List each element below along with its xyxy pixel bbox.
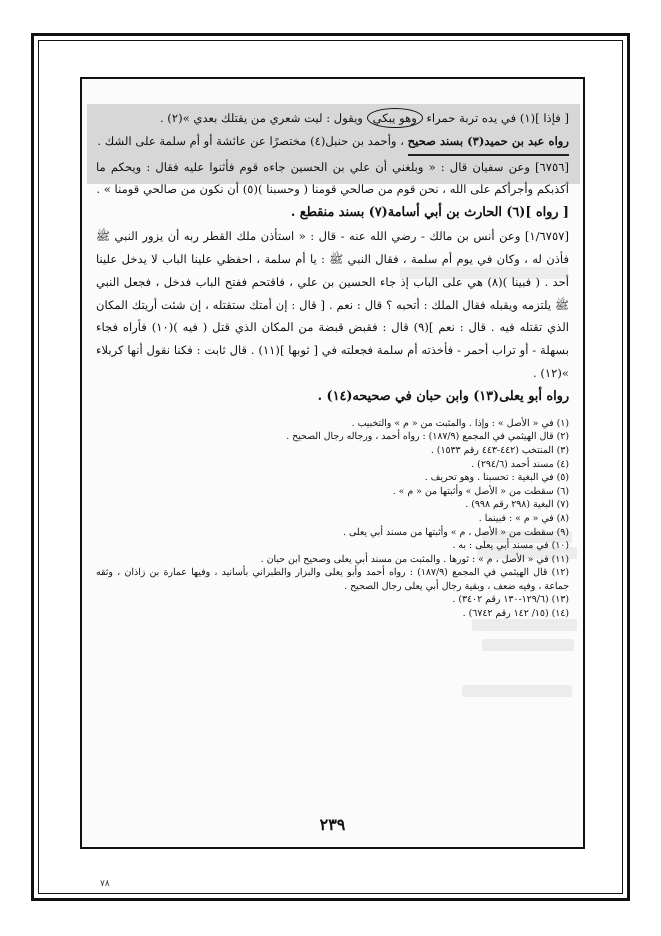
footnote: (١٠) في مسند أبي يعلى : به . <box>452 540 569 552</box>
footnote: (١٤) (١٥/ ١٤٢ رقم ٦٧٤٢) . <box>462 608 569 620</box>
paragraph-text: [ فإذا ](١) في يده تربة حمراء <box>426 111 569 125</box>
narration-reference: [ رواه ](٦) الحارث بن أبي أسامة(٧) بسند منقطع . <box>290 205 569 221</box>
footnote: (٣) المنتخب (٤٤٢-٤٤٣ رقم ١٥٣٣) . <box>430 444 569 456</box>
paragraph-text: ، وأحمد بن حنبل(٤) مختصرًا عن عائشة أو أم سلمة على الشك . <box>97 133 408 148</box>
footnote: (٤) مسند أحمد (٢٩٤/٦) . <box>471 458 569 470</box>
scanned-book-page <box>80 77 585 849</box>
bleed-through-mark <box>462 685 572 697</box>
footnote: (٢) قال الهيثمي في المجمع (١٨٧/٩) : رواه أحمد ، ورجاله رجال الصحيح . <box>286 431 569 443</box>
footnote: (١٣) (١٢٩/٦-١٣٠ رقم ٣٤٠٢) . <box>452 594 569 606</box>
paragraph-5: [١/٦٧٥٧] وعن أنس بن مالك - رضي الله عنه - قال : « استأذن ملك القطر ربه أن يزور النبي ﷺ فأذن له ، وكان في يوم أم سلمة ، فقال النبي ﷺ : يا أم سلمة ، احفظي علينا الباب لا يدخل علينا أحد . ( فبينا )(٨) هي على الباب إذ جاء الحسين بن علي ، فاقتحم ففتح الباب فدخل ، فجعل النبي ﷺ يلتزمه ويقبله فقال الملك : أتحبه ؟ قال : نعم . [ قال : إن أمتك ستقتله ، إن شئت أريتك المكان الذي تقتله فيه . قال : نعم ](٩) قال : فقبض قبضة من المكان الذي قتل ( فيه )(١٠) فأراه فجاء بسهلة - أو تراب أحمر - فأخذته أم سلمة فجعلته في [ ثوبها ](١١) . قال ثابت : فكنا نقول أنها كربلاء »(١٢) . <box>96 229 569 380</box>
bleed-through-mark <box>472 619 577 631</box>
main-text <box>96 107 569 621</box>
footnotes <box>96 417 569 621</box>
footnote: (٥) في البغية : تحسبنا . وهو تحريف . <box>424 472 569 484</box>
circled-phrase: وهو يبكي <box>367 108 423 128</box>
narration-reference: رواه أبو يعلى(١٣) وابن حبان في صحيحه(١٤) . <box>317 388 569 404</box>
footnote: (٦) سقطت من « الأصل » وأثبتها من « م » . <box>392 485 569 497</box>
paragraph-1 <box>96 107 569 130</box>
footnote: (١) في « الأصل » : وإذا . والمثبت من « م » والتخبيب . <box>351 417 569 429</box>
footnote: (١١) في « الأصل ، م » : ثورها . والمثبت من مسند أبي يعلى وصحيح ابن حبان . <box>260 553 569 565</box>
underlined-reference: رواه عبد بن حميد(٣) بسند صحيح <box>408 130 569 156</box>
footnote: (٧) البغية (٢٩٨ رقم ٩٩٨) . <box>465 499 569 511</box>
footnote: (٨) في « م » : فبينما . <box>478 512 569 524</box>
book-page-number: ٢٣٩ <box>319 815 346 834</box>
paragraph-2 <box>96 130 569 156</box>
paragraph-text: ويقول : ليت شعري من يقتلك بعدي »(٢) . <box>159 111 367 125</box>
footnote: (٩) سقطت من « الأصل ، م » وأثبتها من مسند أبي يعلى . <box>342 526 569 538</box>
paragraph-3: [٦٧٥٦] وعن سفيان قال : « وبلغني أن علي بن الحسين جاءه قوم فأثنوا عليه فقال : ويحكم ما أكذبكم وأجرأكم على الله ، نحن قوم من صالحي قومنا ( وحسبنا )(٥) أن نكون من صالحي قومنا » . <box>96 159 569 197</box>
bleed-through-mark <box>482 639 574 651</box>
footnote: (١٢) قال الهيثمي في المجمع (١٨٧/٩) : رواه أحمد وأبو يعلى والبزار والطبراني بأسانيد ، وفيها عمارة بن زاذان ، وثقه جماعة ، وفيه ضعف ، وبقية رجال أبي يعلى رجال الصحيح . <box>96 567 569 592</box>
document-page-number: ٧٨ <box>100 879 110 889</box>
